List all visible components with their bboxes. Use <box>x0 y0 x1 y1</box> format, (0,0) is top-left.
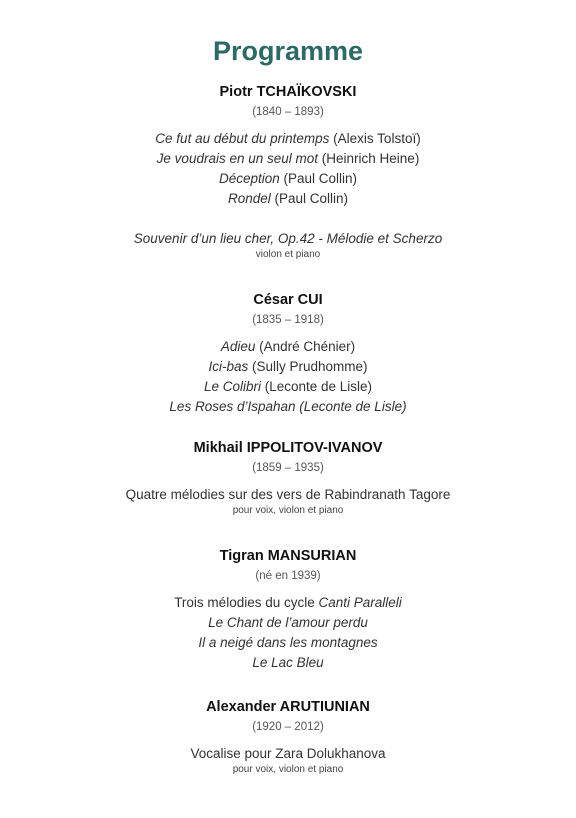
work-title: Il a neigé dans les montagnes <box>198 635 378 650</box>
work-item <box>0 613 576 633</box>
composer-dates: (1835 – 1918) <box>252 314 324 326</box>
composer-dates: (1840 – 1893) <box>252 106 324 118</box>
work-title: Je voudrais en un seul mot <box>156 151 319 166</box>
work-item: Quatre mélodies sur des vers de Rabindranath Tagore <box>125 487 451 502</box>
composer-name: Piotr TCHAÏKOVSKI <box>219 84 357 100</box>
spacer <box>0 209 576 229</box>
work-title: Le Chant de l’amour perdu <box>208 615 368 630</box>
work-title: Déception <box>218 171 280 186</box>
composer-dates: (né en 1939) <box>255 570 321 582</box>
instrumentation-note: violon et piano <box>255 249 321 260</box>
work-item <box>0 129 576 149</box>
instrumentation-note: pour voix, violon et piano <box>232 505 344 516</box>
work-author: (Paul Collin) <box>283 171 358 186</box>
work-item <box>0 149 576 169</box>
composer-name: Alexander ARUTIUNIAN <box>206 699 370 715</box>
work-item <box>0 653 576 673</box>
work-author: (Paul Collin) <box>274 191 349 206</box>
composer-name: Tigran MANSURIAN <box>219 548 357 564</box>
work-item <box>0 229 576 249</box>
work-title: Ici-bas <box>208 359 249 374</box>
work-author: (Alexis Tolstoï) <box>333 131 421 146</box>
work-author: (Heinrich Heine) <box>321 151 420 166</box>
works-list <box>0 744 576 776</box>
work-item <box>0 337 576 357</box>
work-item <box>0 633 576 653</box>
work-item <box>0 357 576 377</box>
work-title: Le Colibri <box>203 379 261 394</box>
work-prefix: Trois mélodies du cycle <box>174 595 315 610</box>
work-title: Rondel <box>227 191 271 206</box>
work-title: Adieu <box>220 339 256 354</box>
section-tchaikovski <box>0 83 576 261</box>
works-list <box>0 337 576 417</box>
works-list <box>0 485 576 517</box>
works-list <box>0 129 576 261</box>
work-item <box>0 189 576 209</box>
work-item <box>0 169 576 189</box>
section-mansurian <box>0 547 576 673</box>
work-item <box>0 397 576 417</box>
composer-dates: (1920 – 2012) <box>252 721 324 733</box>
work-title: Les Roses d’Ispahan (Leconte de Lisle) <box>169 399 407 414</box>
work-item <box>0 377 576 397</box>
composer-name: Mikhail IPPOLITOV-IVANOV <box>193 440 383 456</box>
section-cui <box>0 291 576 417</box>
composer-name: César CUI <box>253 292 323 308</box>
work-author: (Leconte de Lisle) <box>264 379 373 394</box>
page-title: Programme <box>212 36 364 66</box>
section-arutiunian <box>0 698 576 776</box>
work-item: Vocalise pour Zara Dolukhanova <box>190 746 386 761</box>
work-author: (Sully Prudhomme) <box>251 359 368 374</box>
works-list <box>0 593 576 673</box>
work-item <box>0 593 576 613</box>
work-title: Souvenir d’un lieu cher, Op.42 - Mélodie et Scherzo <box>133 231 443 246</box>
work-author: (André Chénier) <box>259 339 356 354</box>
composer-dates: (1859 – 1935) <box>252 462 324 474</box>
work-title: Canti Paralleli <box>318 595 402 610</box>
section-ippolitov-ivanov <box>0 439 576 517</box>
work-title: Ce fut au début du printemps <box>155 131 330 146</box>
work-title: Le Lac Bleu <box>252 655 324 670</box>
instrumentation-note: pour voix, violon et piano <box>232 764 344 775</box>
